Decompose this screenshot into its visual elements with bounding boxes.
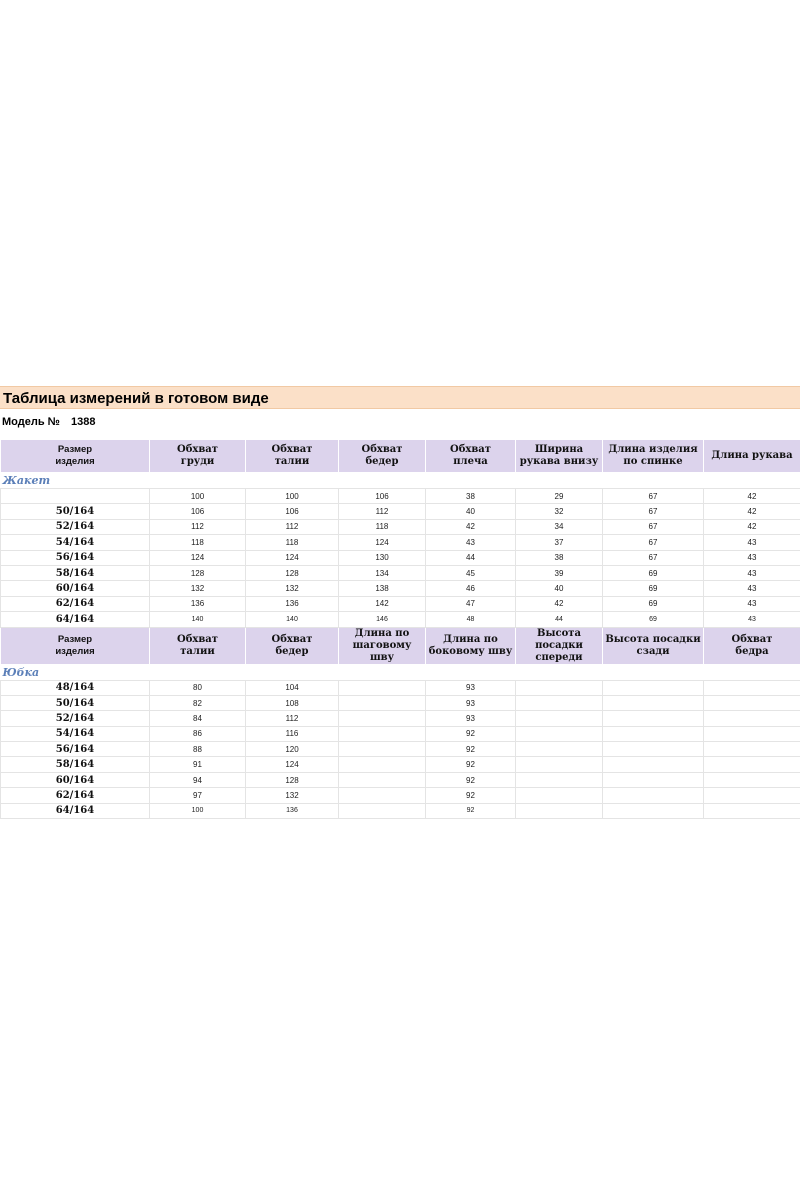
model-number: 1388: [70, 416, 96, 428]
jacket-header-2-line-1: талии: [274, 456, 310, 467]
skirt-section-fill: [150, 664, 800, 680]
value-cell: 42: [426, 519, 516, 534]
value-cell: [704, 803, 800, 818]
jacket-header-5: [516, 440, 603, 473]
jacket-header-2: [246, 440, 339, 473]
value-cell: 42: [704, 489, 800, 504]
table-row: [1, 565, 800, 580]
value-cell: 92: [426, 772, 516, 787]
value-cell: 142: [339, 596, 426, 611]
jacket-header-1-line-1: груди: [180, 456, 215, 467]
value-cell: [339, 772, 426, 787]
skirt-header-4: [426, 627, 516, 664]
value-cell: 67: [603, 519, 704, 534]
table-row: [1, 803, 800, 818]
table-row: [1, 726, 800, 741]
value-cell: [339, 742, 426, 757]
value-cell: 118: [339, 519, 426, 534]
size-cell: 50/164: [1, 695, 150, 710]
value-cell: 92: [426, 726, 516, 741]
value-cell: [603, 788, 704, 803]
skirt-header-3-line-0: Длина по: [354, 627, 410, 639]
value-cell: [704, 711, 800, 726]
value-cell: 88: [150, 742, 246, 757]
jacket-header-6: [603, 440, 704, 473]
measurement-table: [0, 439, 800, 819]
jacket-header-3-line-0: Обхват: [361, 444, 403, 455]
value-cell: 43: [704, 596, 800, 611]
skirt-header-6-line-0: Высота посадки: [605, 633, 701, 645]
skirt-header-1: [150, 627, 246, 664]
value-cell: [704, 757, 800, 772]
skirt-header-0-line-1: изделия: [55, 645, 95, 657]
model-label: Модель №: [2, 416, 60, 428]
value-cell: 37: [516, 535, 603, 550]
value-cell: [603, 742, 704, 757]
jacket-header-4-line-0: Обхват: [450, 444, 491, 455]
skirt-header-0-line-0: Размер: [57, 633, 93, 645]
size-cell: 60/164: [1, 581, 150, 596]
jacket-header-1: [150, 440, 246, 473]
size-cell: 56/164: [1, 742, 150, 757]
value-cell: 124: [246, 757, 339, 772]
jacket-header-3-line-1: бедер: [365, 456, 399, 467]
value-cell: [704, 695, 800, 710]
size-cell: 64/164: [1, 803, 150, 818]
skirt-header-3: [339, 627, 426, 664]
value-cell: 118: [150, 535, 246, 550]
table-row: [1, 489, 800, 504]
value-cell: 43: [704, 612, 800, 627]
value-cell: 97: [150, 788, 246, 803]
skirt-header-7-line-0: Обхват: [731, 633, 773, 645]
value-cell: [516, 772, 603, 787]
value-cell: [516, 680, 603, 695]
value-cell: 94: [150, 772, 246, 787]
value-cell: 120: [246, 742, 339, 757]
value-cell: 138: [339, 581, 426, 596]
value-cell: 67: [603, 504, 704, 519]
value-cell: 69: [603, 565, 704, 580]
skirt-table: [1, 627, 800, 819]
jacket-header-7: [704, 440, 800, 473]
value-cell: [339, 711, 426, 726]
value-cell: [516, 803, 603, 818]
value-cell: 100: [150, 489, 246, 504]
value-cell: [704, 742, 800, 757]
jacket-section-row: [1, 473, 800, 489]
value-cell: 80: [150, 680, 246, 695]
value-cell: 38: [426, 489, 516, 504]
value-cell: 132: [246, 581, 339, 596]
size-cell: 52/164: [1, 711, 150, 726]
skirt-header-1-line-1: талии: [180, 645, 215, 657]
skirt-header-row: [1, 627, 800, 664]
jacket-header-2-line-0: Обхват: [271, 444, 313, 455]
value-cell: 136: [246, 803, 339, 818]
value-cell: 132: [150, 581, 246, 596]
value-cell: 106: [246, 504, 339, 519]
skirt-header-7-line-1: бедра: [735, 645, 769, 657]
value-cell: 38: [516, 550, 603, 565]
skirt-header-5-line-0: Высота посадки: [535, 627, 583, 651]
value-cell: 43: [426, 535, 516, 550]
jacket-header-6-line-1: по спинке: [623, 456, 683, 467]
value-cell: [339, 757, 426, 772]
table-row: [1, 772, 800, 787]
skirt-section-label: Юбка: [2, 665, 40, 679]
jacket-header-0-line-0: Размер: [57, 444, 93, 455]
value-cell: [603, 803, 704, 818]
model-line: [0, 409, 800, 439]
value-cell: 124: [339, 535, 426, 550]
jacket-header-row: [1, 440, 800, 473]
value-cell: 106: [339, 489, 426, 504]
jacket-header-5-line-0: Ширина: [534, 444, 584, 455]
skirt-header-2-line-1: бедер: [275, 645, 309, 657]
skirt-header-2: [246, 627, 339, 664]
value-cell: 91: [150, 757, 246, 772]
table-row: [1, 519, 800, 534]
value-cell: 112: [246, 711, 339, 726]
value-cell: 44: [426, 550, 516, 565]
value-cell: 43: [704, 565, 800, 580]
value-cell: 69: [603, 581, 704, 596]
value-cell: [516, 757, 603, 772]
value-cell: 43: [704, 535, 800, 550]
table-row: [1, 680, 800, 695]
value-cell: 69: [603, 596, 704, 611]
value-cell: 47: [426, 596, 516, 611]
value-cell: 112: [339, 504, 426, 519]
value-cell: [516, 726, 603, 741]
value-cell: 92: [426, 742, 516, 757]
value-cell: 136: [246, 596, 339, 611]
value-cell: 128: [150, 565, 246, 580]
value-cell: 100: [150, 803, 246, 818]
size-cell: 52/164: [1, 519, 150, 534]
jacket-header-7-line-0: Длина рукава: [711, 450, 793, 461]
value-cell: 92: [426, 803, 516, 818]
value-cell: 34: [516, 519, 603, 534]
value-cell: 29: [516, 489, 603, 504]
value-cell: [704, 680, 800, 695]
value-cell: 43: [704, 550, 800, 565]
skirt-header-6: [603, 627, 704, 664]
jacket-header-1-line-0: Обхват: [177, 444, 218, 455]
value-cell: 69: [603, 612, 704, 627]
value-cell: 82: [150, 695, 246, 710]
skirt-header-6-line-1: сзади: [636, 645, 670, 657]
jacket-header-4-line-1: плеча: [453, 456, 488, 467]
size-cell: [1, 489, 150, 504]
sheet-title: Таблица измерений в готовом виде: [0, 386, 800, 409]
jacket-section-label: Жакет: [2, 474, 51, 487]
value-cell: [516, 711, 603, 726]
size-cell: 62/164: [1, 596, 150, 611]
jacket-header-3: [339, 440, 426, 473]
value-cell: 84: [150, 711, 246, 726]
table-row: [1, 612, 800, 627]
table-row: [1, 596, 800, 611]
size-cell: 56/164: [1, 550, 150, 565]
jacket-header-0: [1, 440, 150, 473]
table-row: [1, 788, 800, 803]
size-cell: 54/164: [1, 726, 150, 741]
jacket-header-4: [426, 440, 516, 473]
value-cell: [603, 757, 704, 772]
value-cell: 42: [704, 504, 800, 519]
value-cell: 93: [426, 695, 516, 710]
value-cell: 45: [426, 565, 516, 580]
value-cell: [603, 680, 704, 695]
value-cell: [516, 695, 603, 710]
value-cell: 43: [704, 581, 800, 596]
table-row: [1, 504, 800, 519]
skirt-section-row: [1, 664, 800, 680]
table-row: [1, 535, 800, 550]
value-cell: 108: [246, 695, 339, 710]
value-cell: 140: [246, 612, 339, 627]
value-cell: 67: [603, 489, 704, 504]
value-cell: 40: [426, 504, 516, 519]
value-cell: 67: [603, 550, 704, 565]
value-cell: 116: [246, 726, 339, 741]
table-row: [1, 581, 800, 596]
value-cell: 146: [339, 612, 426, 627]
value-cell: [339, 803, 426, 818]
skirt-header-5-line-1: спереди: [535, 651, 583, 663]
value-cell: 67: [603, 535, 704, 550]
jacket-section-fill: [150, 473, 800, 489]
value-cell: 32: [516, 504, 603, 519]
table-row: [1, 742, 800, 757]
size-cell: 48/164: [1, 680, 150, 695]
value-cell: 124: [150, 550, 246, 565]
value-cell: 118: [246, 535, 339, 550]
skirt-header-1-line-0: Обхват: [177, 633, 218, 645]
value-cell: 140: [150, 612, 246, 627]
value-cell: [603, 711, 704, 726]
value-cell: 93: [426, 711, 516, 726]
value-cell: 136: [150, 596, 246, 611]
skirt-header-4-line-0: Длина по: [443, 633, 498, 645]
value-cell: 124: [246, 550, 339, 565]
skirt-header-4-line-1: боковому шву: [428, 645, 513, 657]
value-cell: [603, 695, 704, 710]
value-cell: 40: [516, 581, 603, 596]
table-row: [1, 757, 800, 772]
size-cell: 64/164: [1, 612, 150, 627]
skirt-header-5: [516, 627, 603, 664]
size-cell: 54/164: [1, 535, 150, 550]
skirt-header-2-line-0: Обхват: [271, 633, 313, 645]
jacket-header-0-line-1: изделия: [55, 456, 95, 467]
value-cell: [704, 726, 800, 741]
value-cell: 92: [426, 788, 516, 803]
value-cell: [339, 726, 426, 741]
value-cell: [603, 726, 704, 741]
size-cell: 60/164: [1, 772, 150, 787]
value-cell: [704, 788, 800, 803]
value-cell: 130: [339, 550, 426, 565]
value-cell: 134: [339, 565, 426, 580]
value-cell: 128: [246, 565, 339, 580]
table-row: [1, 711, 800, 726]
measurement-sheet: [0, 386, 800, 819]
value-cell: [339, 680, 426, 695]
value-cell: 112: [246, 519, 339, 534]
size-cell: 58/164: [1, 565, 150, 580]
value-cell: 44: [516, 612, 603, 627]
value-cell: [704, 772, 800, 787]
value-cell: 112: [150, 519, 246, 534]
value-cell: 93: [426, 680, 516, 695]
value-cell: 106: [150, 504, 246, 519]
jacket-header-6-line-0: Длина изделия: [608, 444, 698, 455]
jacket-table: [1, 440, 800, 628]
value-cell: 42: [516, 596, 603, 611]
value-cell: 100: [246, 489, 339, 504]
size-cell: 58/164: [1, 757, 150, 772]
value-cell: 132: [246, 788, 339, 803]
table-row: [1, 550, 800, 565]
value-cell: 86: [150, 726, 246, 741]
value-cell: 42: [704, 519, 800, 534]
value-cell: 92: [426, 757, 516, 772]
value-cell: 46: [426, 581, 516, 596]
skirt-header-7: [704, 627, 800, 664]
value-cell: [339, 788, 426, 803]
table-row: [1, 695, 800, 710]
value-cell: [339, 695, 426, 710]
value-cell: 48: [426, 612, 516, 627]
value-cell: [603, 772, 704, 787]
value-cell: 39: [516, 565, 603, 580]
size-cell: 50/164: [1, 504, 150, 519]
skirt-header-0: [1, 627, 150, 664]
size-cell: 62/164: [1, 788, 150, 803]
skirt-header-3-line-1: шаговому шву: [352, 639, 412, 663]
jacket-header-5-line-1: рукава внизу: [519, 456, 599, 467]
value-cell: [516, 788, 603, 803]
value-cell: 104: [246, 680, 339, 695]
value-cell: [516, 742, 603, 757]
value-cell: 128: [246, 772, 339, 787]
